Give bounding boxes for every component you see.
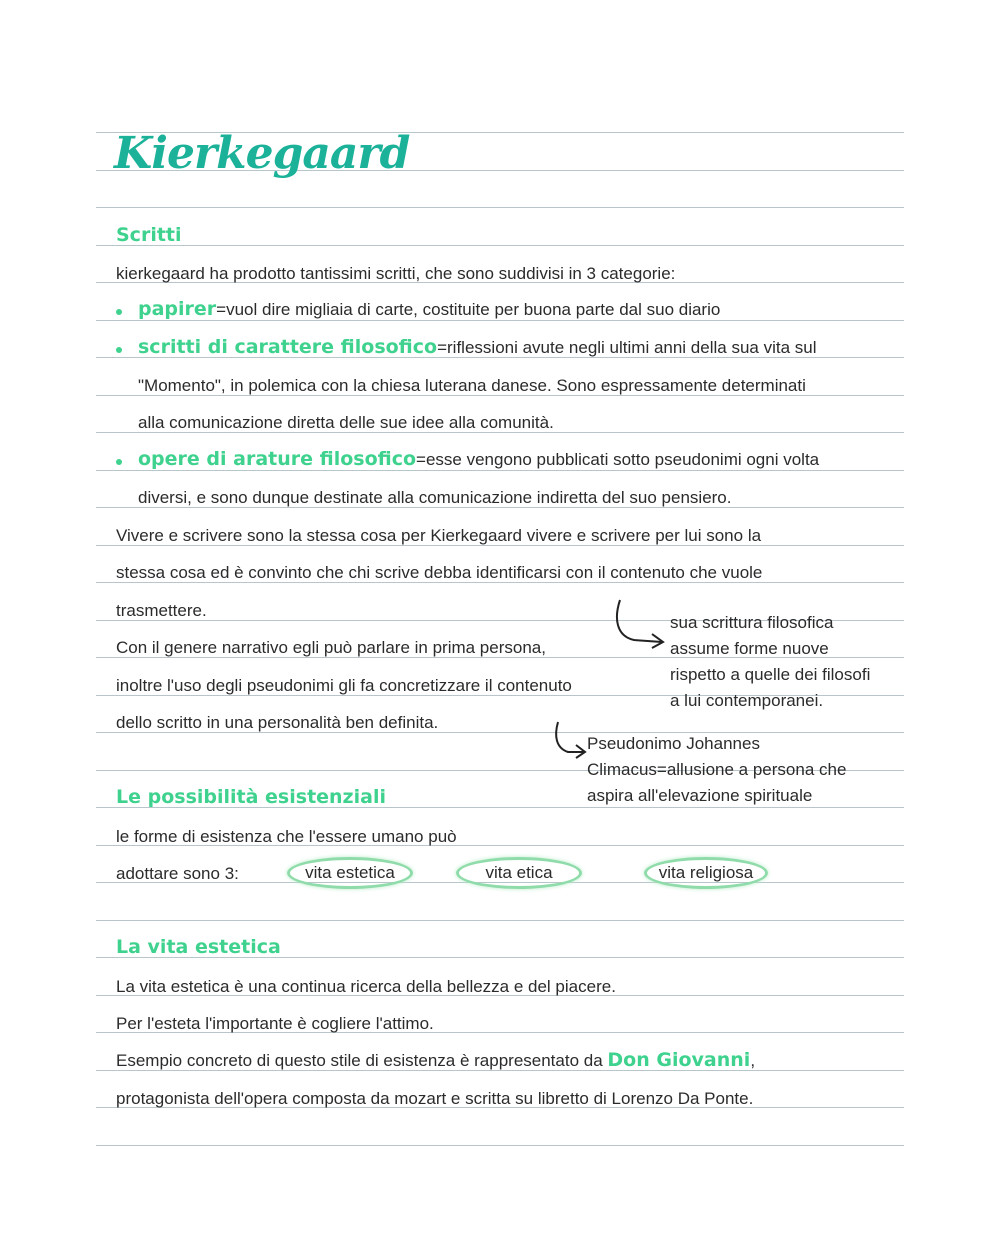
note-line: a lui contemporanei. bbox=[670, 691, 824, 710]
possibilita-line: adottare sono 3: bbox=[116, 864, 239, 883]
line-text: Esempio concreto di questo stile di esistenza è rappresentato da bbox=[116, 1051, 608, 1070]
item-text: =esse vengono pubblicati sotto pseudonimi ogni volta bbox=[416, 450, 820, 469]
oval-vita-religiosa: vita religiosa bbox=[644, 857, 768, 889]
curved-arrow-icon bbox=[552, 720, 590, 760]
bullet-icon bbox=[116, 347, 122, 353]
paragraph-line: Con il genere narrativo egli può parlare in prima persona, bbox=[116, 638, 546, 657]
scritti-intro: kierkegaard ha prodotto tantissimi scritti, che sono suddivisi in 3 categorie: bbox=[116, 264, 676, 283]
keyword: opere di arature filosofico bbox=[138, 448, 417, 470]
paragraph-line: trasmettere. bbox=[116, 601, 207, 620]
paragraph-line: inoltre l'uso degli pseudonimi gli fa concretizzare il contenuto bbox=[116, 676, 572, 695]
paragraph-line: dello scritto in una personalità ben definita. bbox=[116, 713, 439, 732]
estetica-line: protagonista dell'opera composta da mozart e scritta su libretto di Lorenzo Da Ponte. bbox=[116, 1089, 754, 1108]
note-line: sua scrittura filosofica bbox=[670, 613, 834, 632]
bullet-icon bbox=[116, 459, 122, 465]
keyword: scritti di carattere filosofico bbox=[138, 336, 438, 358]
bullet-icon bbox=[116, 309, 122, 315]
list-item-papirer bbox=[138, 298, 720, 321]
item-continuation: diversi, e sono dunque destinate alla comunicazione indiretta del suo pensiero. bbox=[138, 488, 732, 507]
note-line: rispetto a quelle dei filosofi bbox=[670, 665, 871, 684]
curved-arrow-icon bbox=[612, 598, 672, 650]
line-text: , bbox=[750, 1051, 756, 1070]
keyword-don-giovanni: Don Giovanni bbox=[607, 1049, 751, 1071]
possibilita-line: le forme di esistenza che l'essere umano può bbox=[116, 827, 457, 846]
paragraph-line: stessa cosa ed è convinto che chi scrive debba identificarsi con il contenuto che vuole bbox=[116, 563, 763, 582]
estetica-line: Per l'esteta l'importante è cogliere l'attimo. bbox=[116, 1014, 434, 1033]
page-title: Kierkegaard bbox=[114, 128, 410, 179]
note-line: assume forme nuove bbox=[670, 639, 829, 658]
item-text: =riflessioni avute negli ultimi anni della sua vita sul bbox=[437, 338, 817, 357]
list-item-opere bbox=[138, 448, 819, 471]
list-item-scritti-filosofici bbox=[138, 336, 817, 359]
note-line: Climacus=allusione a persona che bbox=[587, 760, 847, 779]
estetica-line: La vita estetica è una continua ricerca della bellezza e del piacere. bbox=[116, 977, 616, 996]
side-note-scrittura bbox=[670, 610, 870, 714]
item-continuation: "Momento", in polemica con la chiesa luterana danese. Sono espressamente determinati bbox=[138, 376, 806, 395]
heading-vita-estetica: La vita estetica bbox=[116, 936, 281, 958]
item-text: =vuol dire migliaia di carte, costituite per buona parte dal suo diario bbox=[216, 300, 721, 319]
item-continuation: alla comunicazione diretta delle sue idee alla comunità. bbox=[138, 413, 554, 432]
side-note-pseudonimo bbox=[587, 731, 846, 809]
note-line: aspira all'elevazione spirituale bbox=[587, 786, 813, 805]
oval-vita-etica: vita etica bbox=[456, 857, 582, 889]
keyword: papirer bbox=[138, 298, 217, 320]
heading-scritti: Scritti bbox=[116, 224, 182, 246]
heading-possibilita: Le possibilità esistenziali bbox=[116, 786, 386, 808]
paragraph-line: Vivere e scrivere sono la stessa cosa per Kierkegaard vivere e scrivere per lui sono la bbox=[116, 526, 762, 545]
note-line: Pseudonimo Johannes bbox=[587, 734, 760, 753]
oval-vita-estetica: vita estetica bbox=[287, 857, 413, 889]
estetica-line bbox=[116, 1049, 755, 1072]
